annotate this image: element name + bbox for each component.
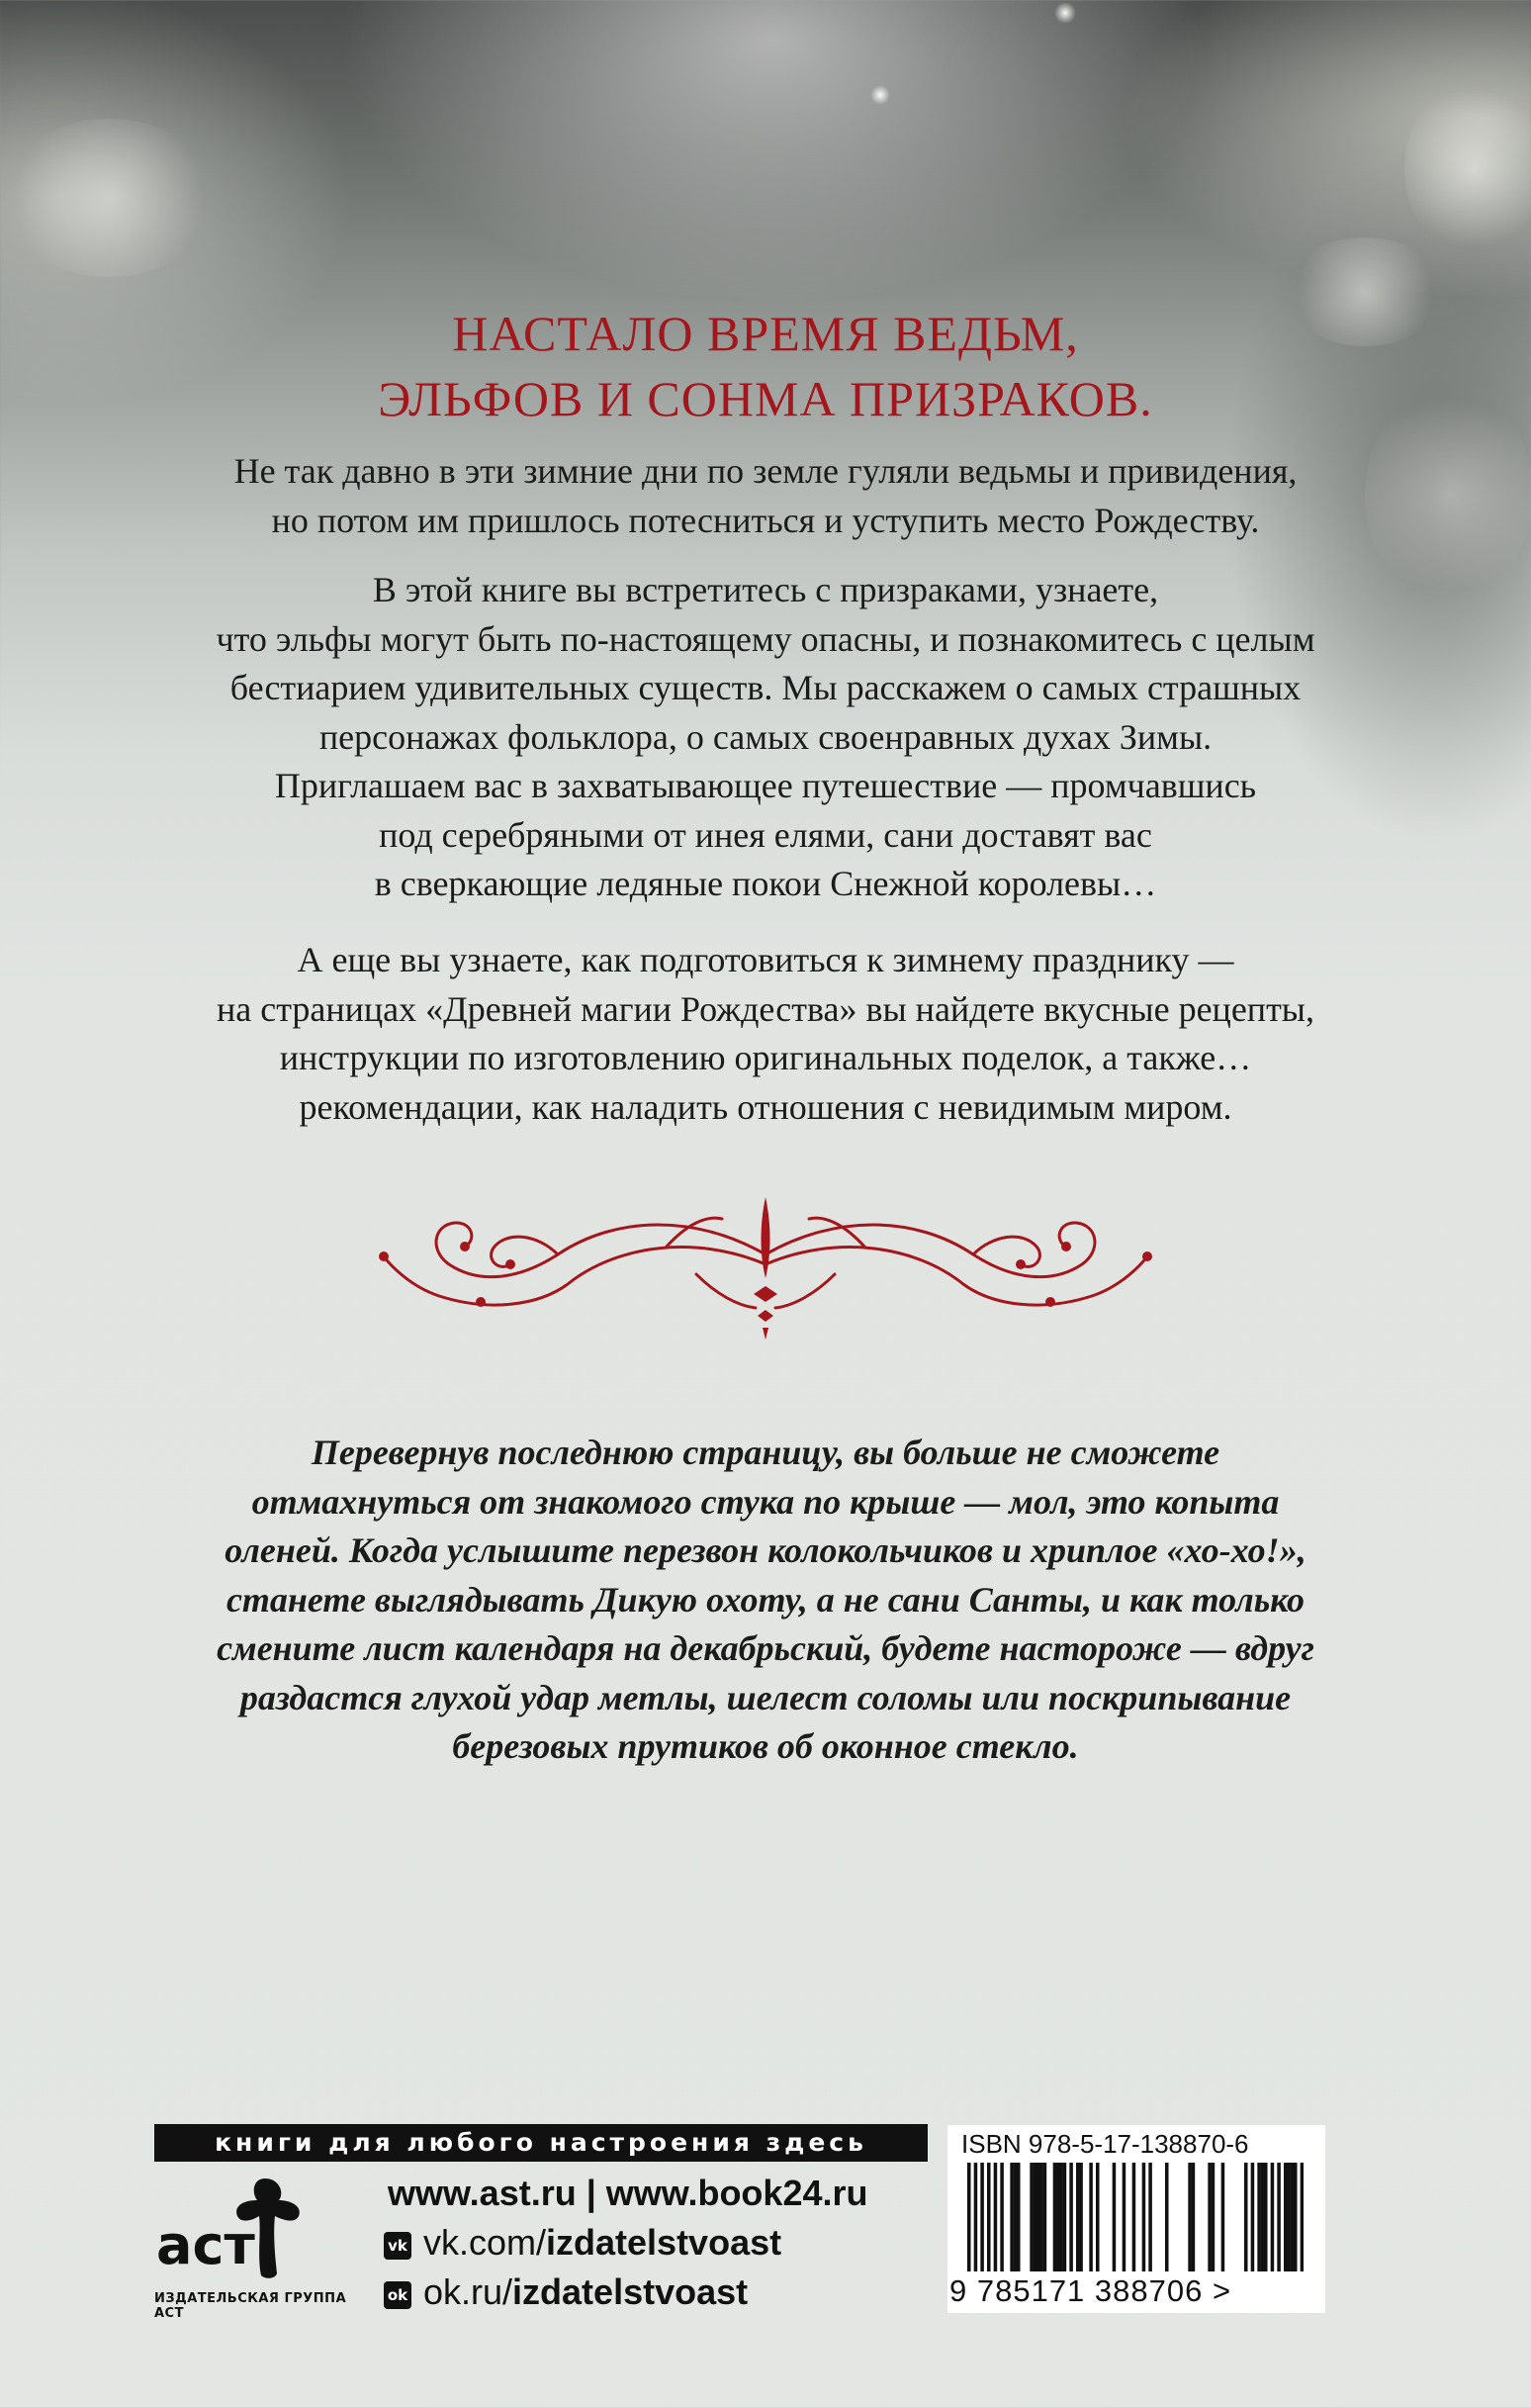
barcode-bar — [1123, 2163, 1126, 2271]
barcode-bar — [1148, 2163, 1152, 2271]
barcode-bar — [1056, 2163, 1060, 2271]
barcode-bar — [1208, 2163, 1212, 2271]
paragraph-line: инструкции по изготовлению оригинальных поделок, а также… — [279, 1038, 1252, 1077]
barcode-bar — [1017, 2163, 1021, 2271]
barcode-bar — [1291, 2163, 1295, 2271]
teaser-line: смените лист календаря на декабрьский, будете настороже — вдруг — [217, 1628, 1314, 1668]
barcode-bar — [1264, 2163, 1268, 2271]
barcode-bar — [1096, 2163, 1100, 2271]
paragraph-line: Не так давно в эти зимние дни по земле гуляли ведьмы и привидения, — [233, 451, 1298, 491]
paragraph-line: в сверкающие ледяные покои Снежной королевы… — [374, 864, 1157, 903]
paragraph-line: но потом им пришлось потесниться и уступить место Рождеству. — [271, 500, 1260, 540]
snow-speck — [1404, 79, 1531, 257]
ok-icon: ok — [384, 2281, 411, 2309]
barcode-bar — [1079, 2163, 1083, 2271]
barcode-bar — [1053, 2163, 1057, 2271]
barcode-bar — [1069, 2163, 1073, 2271]
vk-icon: vk — [384, 2232, 411, 2260]
barcode-graphic — [967, 2163, 1304, 2271]
barcode-bar — [1089, 2163, 1093, 2271]
publisher-websites[interactable]: www.ast.ru | www.book24.ru — [388, 2173, 868, 2213]
barcode-bar — [1059, 2163, 1063, 2271]
barcode-bar — [980, 2163, 984, 2271]
publisher-name: ИЗДАТЕЛЬСКАЯ ГРУППА АСТ — [154, 2291, 347, 2321]
barcode-bar — [1063, 2163, 1067, 2271]
barcode-bar — [1221, 2163, 1225, 2271]
paragraph-holiday — [0, 936, 1531, 1132]
paragraph-line: Приглашаем вас в захватывающее путешествие — промчавшись — [274, 766, 1257, 805]
barcode-bar — [1271, 2163, 1275, 2271]
ok-link[interactable] — [388, 2271, 748, 2313]
barcode-bar — [1301, 2163, 1304, 2271]
barcode-bar — [1284, 2163, 1288, 2271]
teaser-line: оленей. Когда услышите перезвон колокольчиков и хриплое «хо-хо!», — [225, 1530, 1306, 1570]
barcode-bar — [987, 2163, 991, 2271]
isbn-number: ISBN 978-5-17-138870-6 — [961, 2129, 1249, 2159]
isbn-barcode-block — [947, 2125, 1325, 2313]
paragraph-book-contents — [0, 566, 1531, 909]
barcode-bar — [1277, 2163, 1281, 2271]
teaser-line: березовых прутиков об оконное стекло. — [452, 1726, 1079, 1766]
barcode-bar — [1212, 2163, 1216, 2271]
barcode-bar — [994, 2163, 998, 2271]
barcode-bar — [1036, 2163, 1040, 2271]
barcode-bar — [1132, 2163, 1136, 2271]
barcode-bar — [1030, 2163, 1034, 2271]
paragraph-line: А еще вы узнаете, как подготовиться к зимнему празднику — — [297, 940, 1234, 979]
paragraph-line: что эльфы могут быть по-настоящему опасны, и познакомитесь с целым — [216, 618, 1315, 659]
barcode-bar — [1014, 2163, 1018, 2271]
barcode-bar — [1142, 2163, 1146, 2271]
barcode-bar — [1261, 2163, 1265, 2271]
barcode-bar — [1076, 2163, 1080, 2271]
barcode-bar — [1034, 2163, 1037, 2271]
paragraph-line: рекомендации, как наладить отношения с невидимым миром. — [299, 1086, 1232, 1127]
barcode-bar — [1287, 2163, 1291, 2271]
paragraph-line: персонажах фольклора, о самых своенравных духах Зимы. — [318, 716, 1213, 757]
headline — [0, 301, 1531, 431]
paragraph-intro — [0, 447, 1531, 545]
barcode-bar — [1192, 2163, 1196, 2271]
teaser-paragraph — [0, 1429, 1531, 1772]
barcode-bar — [974, 2163, 978, 2271]
barcode-bar — [967, 2163, 971, 2271]
paragraph-line: на страницах «Древней магии Рождества» вы найдете вкусные рецепты, — [216, 988, 1314, 1029]
barcode-bar — [1257, 2163, 1261, 2271]
snow-speck — [1054, 2, 1076, 24]
barcode-bar — [1188, 2163, 1192, 2271]
teaser-line: Перевернув последнюю страницу, вы больше не сможете — [311, 1433, 1220, 1472]
vk-handle: izdatelstvoast — [546, 2222, 782, 2263]
paragraph-line: бестиарием удивительных существ. Мы расскажем о самых страшных — [229, 668, 1302, 707]
barcode-bar — [1010, 2163, 1014, 2271]
ast-logo-icon — [154, 2173, 303, 2283]
barcode-bar — [1165, 2163, 1169, 2271]
barcode-bar — [1000, 2163, 1004, 2271]
barcode-bar — [1244, 2163, 1248, 2271]
ok-handle: izdatelstvoast — [512, 2271, 749, 2312]
publisher-slogan: книги для любого настроения здесь — [154, 2124, 928, 2162]
teaser-line: станете выглядывать Дикую охоту, а не сани Санты, и как только — [225, 1579, 1306, 1620]
paragraph-line: под серебряными от инея елями, сани доставят вас — [379, 814, 1152, 855]
snow-speck — [870, 85, 890, 105]
vk-link[interactable] — [388, 2222, 781, 2264]
barcode-bar — [1294, 2163, 1298, 2271]
ok-prefix: ok.ru/ — [423, 2271, 513, 2312]
ean-number: 9 785171 388706 > — [949, 2273, 1232, 2308]
teaser-line: отмахнуться от знакомого стука по крыше — мол, это копыта — [251, 1481, 1280, 1522]
paragraph-line: В этой книге вы встретитесь с призраками, узнаете, — [372, 570, 1159, 609]
headline-line: НАСТАЛО ВРЕМЯ ВЕДЬМ, — [452, 306, 1079, 361]
barcode-bar — [1251, 2163, 1255, 2271]
logo-text: аст — [156, 2214, 255, 2276]
barcode-bar — [1113, 2163, 1117, 2271]
flourish-ornament — [370, 1195, 1161, 1342]
snow-speck — [0, 119, 218, 277]
teaser-line: раздастся глухой удар метлы, шелест соломы или поскрипывание — [239, 1677, 1292, 1717]
vk-prefix: vk.com/ — [423, 2222, 547, 2263]
barcode-bar — [1039, 2163, 1043, 2271]
headline-line: ЭЛЬФОВ И СОНМА ПРИЗРАКОВ. — [378, 371, 1153, 426]
barcode-bar — [1043, 2163, 1047, 2271]
